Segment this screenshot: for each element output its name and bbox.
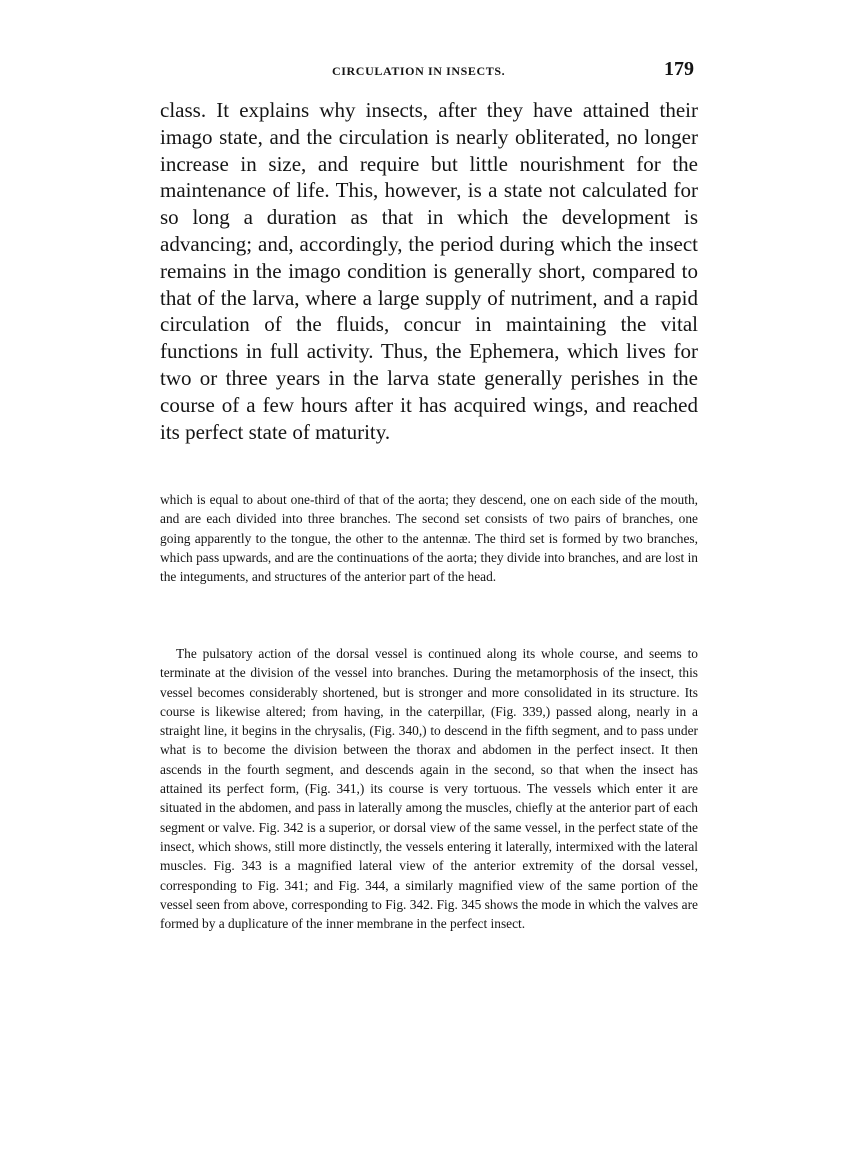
main-paragraph: class. It explains why insects, after they have attained their imago state, and the circulation is nearly obliterated, no longer increase in size, and require but little nourishment for the maintenance of life. This, however, is a state not calculated for so long a duration as that in which the development is advancing; and, accordingly, the period during which the insect remains in the imago condition is generally short, compared to that of the larva, where a large supply of nutriment, and a rapid circulation of the fluids, concur in maintaining the vital functions in full activity. Thus, the Ephemera, which lives for two or three years in the larva state generally perishes in the course of a few hours after it has acquired wings, and reached its perfect state of maturity. [160,98,698,444]
footnote-paragraph-1: which is equal to about one-third of that of the aorta; they descend, one on each side of the mouth, and are each divided into three branches. The second set consists of two pairs of branches, one going apparently to the tongue, the other to the antennæ. The third set is formed by two branches, which pass upwards, and are the continuations of the aorta; they divide into branches, and are lost in the integuments, and structures of the anterior part of the head. [160,492,698,585]
running-head [160,58,698,84]
footnote-paragraph-2: The pulsatory action of the dorsal vessel is continued along its whole course, and seems to terminate at the division of the vessel into branches. During the metamorphosis of the insect, this vessel becomes considerably shortened, but is stronger and more consolidated in its structure. Its course is likewise altered; from having, in the caterpillar, (Fig. 339,) passed along, nearly in a straight line, it begins in the chrysalis, (Fig. 340,) to descend in the fifth segment, and to pass under what is to become the division between the thorax and abdomen in the perfect insect. It then ascends in the fourth segment, and descends again in the second, so that when the insect has attained its perfect form, (Fig. 341,) its course is very tortuous. The vessels which enter it are situated in the abdomen, and pass in laterally among the muscles, chiefly at the anterior part of each segment or valve. Fig. 342 is a superior, or dorsal view of the same vessel, in the perfect state of the insect, which shows, still more distinctly, the vessels entering it laterally, intermixed with the lateral muscles. Fig. 343 is a magnified lateral view of the anterior extremity of the dorsal vessel, corresponding to Fig. 341; and Fig. 344, a similarly magnified view of the same portion of the vessel seen from above, corresponding to Fig. 342. Fig. 345 shows the mode in which the valves are formed by a duplicature of the inner membrane in the perfect insect. [160,646,698,932]
running-title: CIRCULATION IN INSECTS. [332,64,506,78]
page-number: 179 [664,58,694,80]
